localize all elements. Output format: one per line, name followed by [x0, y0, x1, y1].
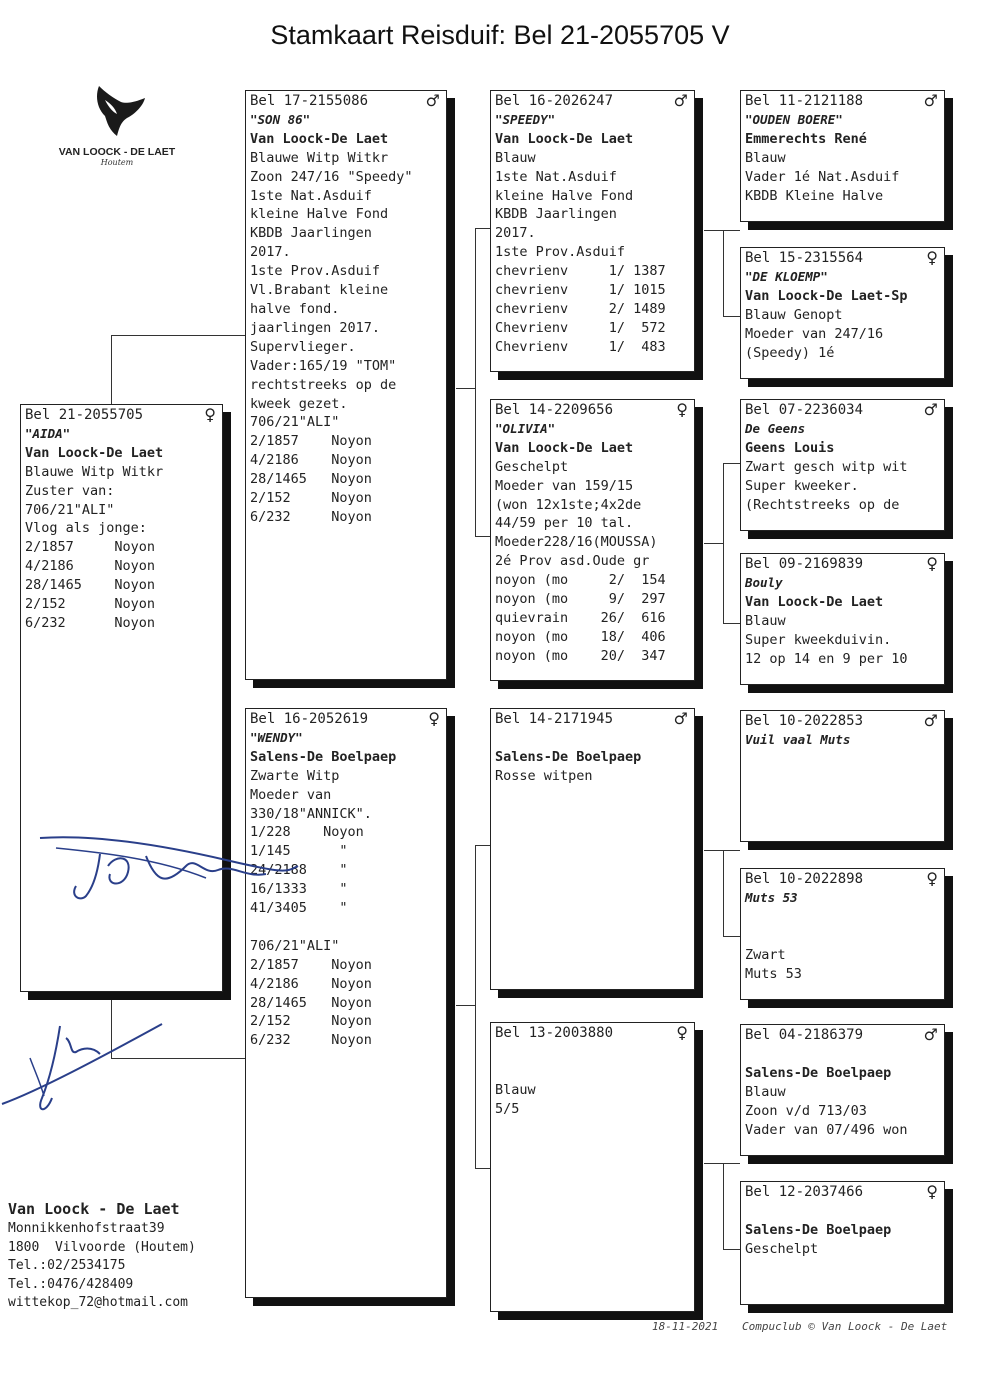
card-sire-dam-sire: [740, 399, 945, 531]
info-line: Moeder228/16(MOUSSA): [495, 534, 658, 551]
female-symbol-icon: ♀: [926, 869, 938, 888]
owner-name: Van Loock-De Laet: [745, 593, 884, 610]
card-header: [25, 406, 218, 425]
info-line: 706/21"ALI": [25, 501, 115, 518]
breeder-email: wittekop_72@hotmail.com: [8, 1295, 189, 1310]
connector-line: [475, 845, 476, 1168]
info-line: Geschelpt: [495, 458, 569, 475]
male-symbol-icon: ♂: [673, 91, 688, 110]
info-line: Zuster van:: [25, 482, 115, 499]
info-line: Blauwe Witp Witkr: [25, 463, 164, 480]
ring-number: Bel 13-2003880: [495, 1025, 614, 1041]
info-line: 1ste Nat.Asduif: [250, 187, 372, 204]
card-header: [745, 870, 940, 889]
info-line: Vl.Brabant kleine: [250, 282, 389, 299]
card-dam-dam: [490, 1022, 695, 1312]
info-line: 41/3405 ": [250, 900, 348, 917]
info-line: 28/1465 Noyon: [250, 994, 372, 1011]
info-line: jaarlingen 2017.: [250, 319, 381, 336]
card-header: [495, 401, 690, 420]
connector-line: [723, 230, 724, 316]
info-line: Super kweekduivin.: [745, 631, 892, 648]
male-symbol-icon: ♂: [425, 91, 440, 110]
male-symbol-icon: ♂: [673, 709, 688, 728]
info-line: 6/232 Noyon: [25, 614, 156, 631]
info-line: 1ste Prov.Asduif: [495, 244, 626, 261]
female-symbol-icon: ♀: [926, 248, 938, 267]
info-line: Vader van 07/496 won: [745, 1121, 908, 1138]
info-line: 2/1857 Noyon: [250, 433, 372, 450]
connector-line: [723, 1249, 740, 1250]
connector-line: [111, 1058, 245, 1059]
connector-line: [475, 536, 490, 537]
info-line: Chevrienv 1/ 572: [495, 319, 666, 336]
info-line: Blauw: [495, 149, 536, 166]
empty-line: [495, 729, 690, 748]
info-line: noyon (mo 18/ 406: [495, 628, 666, 645]
card-header: [495, 92, 690, 111]
info-line: 28/1465 Noyon: [25, 577, 156, 594]
empty-line: [745, 1045, 940, 1064]
info-line: KBDB Jaarlingen: [250, 225, 372, 242]
breeder-phone: Tel.:02/2534175: [8, 1258, 126, 1273]
info-line: 1/228 Noyon: [250, 824, 364, 841]
female-symbol-icon: ♀: [676, 400, 688, 419]
info-line: Blauw: [745, 1083, 786, 1100]
empty-line: [745, 927, 940, 946]
info-line: 28/1465 Noyon: [250, 471, 372, 488]
card-dam-sire-dam: [740, 868, 945, 1000]
pigeon-name: "SPEEDY": [495, 111, 556, 127]
pigeon-name: Bouly: [745, 574, 783, 590]
info-line: kweek gezet.: [250, 395, 348, 412]
info-line: Blauw: [745, 612, 786, 629]
connector-line: [475, 845, 490, 846]
info-line: Zwart gesch witp wit: [745, 458, 908, 475]
empty-line: [495, 1043, 690, 1062]
info-line: 4/2186 Noyon: [25, 558, 156, 575]
owner-name: Geens Louis: [745, 439, 835, 456]
owner-name: Van Loock-De Laet: [495, 439, 634, 456]
info-line: 6/232 Noyon: [250, 508, 372, 525]
info-line: 2017.: [250, 244, 291, 261]
info-line: Zwart: [745, 946, 786, 963]
connector-line: [456, 388, 475, 389]
owner-name: Van Loock-De Laet: [250, 130, 389, 147]
male-symbol-icon: ♂: [923, 711, 938, 730]
card-header: [745, 1183, 940, 1202]
info-line: 4/2186 Noyon: [250, 452, 372, 469]
ring-number: Bel 17-2155086: [250, 93, 369, 109]
card-dam-dam-dam: [740, 1181, 945, 1305]
card-header: [745, 92, 940, 111]
info-line: noyon (mo 9/ 297: [495, 591, 666, 608]
info-line: rechtstreeks op de: [250, 376, 397, 393]
info-line: 2/1857 Noyon: [250, 956, 372, 973]
info-line: Moeder van 247/16: [745, 325, 884, 342]
ring-number: Bel 14-2209656: [495, 402, 614, 418]
card-sire-sire-dam: [740, 247, 945, 379]
connector-line: [723, 1163, 724, 1249]
pigeon-name: "OLIVIA": [495, 420, 556, 436]
ring-number: Bel 10-2022898: [745, 871, 864, 887]
breeder-city: 1800 Vilvoorde (Houtem): [8, 1239, 196, 1255]
connector-line: [111, 992, 112, 1058]
connector-line: [704, 543, 723, 544]
info-line: 44/59 per 10 tal.: [495, 515, 634, 532]
card-dam-sire: [490, 708, 695, 990]
female-symbol-icon: ♀: [204, 405, 216, 424]
info-line: halve fond.: [250, 300, 340, 317]
info-line: chevrienv 2/ 1489: [495, 300, 666, 317]
connector-line: [456, 1005, 475, 1006]
ring-number: Bel 10-2022853: [745, 713, 864, 729]
info-line: 12 op 14 en 9 per 10: [745, 650, 908, 667]
empty-line: [495, 1062, 690, 1081]
card-header: [745, 401, 940, 420]
owner-name: Salens-De Boelpaep: [745, 1221, 892, 1238]
card-header: [250, 92, 442, 111]
info-line: Rosse witpen: [495, 767, 593, 784]
info-line: 2/152 Noyon: [25, 596, 156, 613]
card-dam: [245, 708, 447, 1298]
empty-line: [250, 918, 442, 937]
female-symbol-icon: ♀: [926, 554, 938, 573]
pigeon-name: "WENDY": [250, 729, 303, 745]
info-line: Blauw: [745, 149, 786, 166]
signature-scribble-2: [0, 1018, 170, 1118]
software-credit: Compuclub © Van Loock - De Laet: [742, 1320, 948, 1333]
info-line: KBDB Jaarlingen: [495, 206, 617, 223]
pigeon-name: Vuil vaal Muts: [745, 731, 851, 747]
logo-subtitle: Houtem: [100, 158, 134, 167]
info-line: chevrienv 1/ 1387: [495, 263, 666, 280]
info-line: quievrain 26/ 616: [495, 609, 666, 626]
male-symbol-icon: ♂: [923, 400, 938, 419]
card-header: [745, 249, 940, 268]
info-line: 1ste Prov.Asduif: [250, 263, 381, 280]
card-sire: [245, 90, 447, 680]
info-line: 2é Prov asd.Oude gr: [495, 553, 650, 570]
card-header: [745, 1026, 940, 1045]
connector-line: [475, 1168, 490, 1169]
connector-line: [723, 936, 740, 937]
info-line: 706/21"ALI": [250, 937, 340, 954]
info-line: Muts 53: [745, 965, 802, 982]
empty-line: [745, 908, 940, 927]
breeder-street: Monnikkenhofstraat39: [8, 1221, 165, 1236]
logo-name: VAN LOOCK - DE LAET: [58, 146, 176, 158]
card-dam-sire-sire: [740, 710, 945, 842]
info-line: 4/2186 Noyon: [250, 975, 372, 992]
male-symbol-icon: ♂: [923, 1025, 938, 1044]
card-subject: [20, 404, 223, 992]
info-line: Blauwe Witp Witkr: [250, 149, 389, 166]
info-line: 330/18"ANNICK".: [250, 805, 372, 822]
pigeon-name: "OUDEN BOERE": [745, 111, 843, 127]
ring-number: Bel 16-2026247: [495, 93, 614, 109]
connector-line: [723, 463, 740, 464]
owner-name: Salens-De Boelpaep: [250, 748, 397, 765]
info-line: kleine Halve Fond: [495, 187, 634, 204]
pigeon-name: "AIDA": [25, 425, 71, 441]
info-line: Vader:165/19 "TOM": [250, 357, 397, 374]
info-line: Vader 1é Nat.Asduif: [745, 168, 900, 185]
info-line: noyon (mo 20/ 347: [495, 647, 666, 664]
female-symbol-icon: ♀: [926, 1182, 938, 1201]
card-sire-sire: [490, 90, 695, 372]
info-line: chevrienv 1/ 1015: [495, 282, 666, 299]
connector-line: [475, 228, 490, 229]
ring-number: Bel 07-2236034: [745, 402, 864, 418]
info-line: Geschelpt: [745, 1240, 819, 1257]
connector-line: [704, 1163, 740, 1164]
info-line: noyon (mo 2/ 154: [495, 572, 666, 589]
owner-name: Salens-De Boelpaep: [745, 1064, 892, 1081]
connector-line: [704, 850, 740, 851]
pigeon-name: "SON 86": [250, 111, 311, 127]
card-header: [745, 555, 940, 574]
card-header: [745, 712, 940, 731]
card-sire-sire-sire: [740, 90, 945, 222]
info-line: 6/232 Noyon: [250, 1032, 372, 1049]
pigeon-name: Muts 53: [745, 889, 798, 905]
info-line: kleine Halve Fond: [250, 206, 389, 223]
info-line: Blauw: [495, 1081, 536, 1098]
info-line: Moeder van 159/15: [495, 477, 634, 494]
info-line: 2017.: [495, 225, 536, 242]
female-symbol-icon: ♀: [676, 1023, 688, 1042]
info-line: 706/21"ALI": [250, 414, 340, 431]
info-line: Vlog als jonge:: [25, 520, 147, 537]
info-line: Blauw Genopt: [745, 306, 843, 323]
ring-number: Bel 04-2186379: [745, 1027, 864, 1043]
info-line: (Rechtstreeks op de: [745, 496, 900, 513]
print-date: 18-11-2021: [652, 1320, 719, 1333]
connector-line: [723, 463, 724, 623]
info-line: 2/1857 Noyon: [25, 539, 156, 556]
connector-line: [723, 623, 740, 624]
card-sire-dam: [490, 399, 695, 681]
info-line: 1/145 ": [250, 843, 348, 860]
ring-number: Bel 09-2169839: [745, 556, 864, 572]
info-line: 2/152 Noyon: [250, 490, 372, 507]
info-line: (Speedy) 1é: [745, 344, 835, 361]
info-line: Moeder van: [250, 786, 332, 803]
card-header: [495, 710, 690, 729]
pigeon-name: "DE KLOEMP": [745, 268, 828, 284]
info-line: (won 12x1ste;4x2de: [495, 496, 642, 513]
owner-name: Van Loock-De Laet: [25, 444, 164, 461]
ring-number: Bel 15-2315564: [745, 250, 864, 266]
info-line: 1ste Nat.Asduif: [495, 168, 617, 185]
info-line: KBDB Kleine Halve: [745, 187, 884, 204]
ring-number: Bel 14-2171945: [495, 711, 614, 727]
card-header: [250, 710, 442, 729]
connector-line: [723, 316, 740, 317]
pigeon-name: De Geens: [745, 420, 806, 436]
info-line: Supervlieger.: [250, 338, 356, 355]
club-logo: [52, 82, 182, 167]
owner-name: Salens-De Boelpaep: [495, 748, 642, 765]
card-dam-dam-sire: [740, 1024, 945, 1156]
breeder-address: [8, 1199, 196, 1313]
empty-line: [745, 1202, 940, 1221]
info-line: Chevrienv 1/ 483: [495, 338, 666, 355]
connector-line: [723, 850, 724, 936]
male-symbol-icon: ♂: [923, 91, 938, 110]
breeder-mobile: Tel.:0476/428409: [8, 1276, 134, 1292]
owner-name: Van Loock-De Laet: [495, 130, 634, 147]
connector-line: [475, 228, 476, 536]
connector-line: [111, 335, 112, 405]
owner-name: Emmerechts René: [745, 130, 867, 147]
ring-number: Bel 11-2121188: [745, 93, 864, 109]
connector-line: [704, 230, 740, 231]
info-line: Zwarte Witp: [250, 767, 340, 784]
dove-logo-icon: [87, 82, 147, 140]
info-line: Zoon 247/16 "Speedy": [250, 168, 413, 185]
ring-number: Bel 21-2055705: [25, 407, 144, 423]
card-sire-dam-dam: [740, 553, 945, 685]
info-line: 5/5: [495, 1100, 520, 1117]
connector-line: [111, 335, 245, 336]
info-line: 16/1333 ": [250, 881, 348, 898]
card-header: [495, 1024, 690, 1043]
female-symbol-icon: ♀: [428, 709, 440, 728]
breeder-name: Van Loock - De Laet: [8, 1200, 180, 1218]
info-line: Super kweeker.: [745, 477, 859, 494]
info-line: 24/2188 ": [250, 862, 348, 879]
page-title: Stamkaart Reisduif: Bel 21-2055705 V: [270, 20, 730, 50]
info-line: 2/152 Noyon: [250, 1013, 372, 1030]
ring-number: Bel 12-2037466: [745, 1184, 864, 1200]
owner-name: Van Loock-De Laet-Sp: [745, 287, 908, 304]
ring-number: Bel 16-2052619: [250, 711, 369, 727]
info-line: Zoon v/d 713/03: [745, 1102, 867, 1119]
